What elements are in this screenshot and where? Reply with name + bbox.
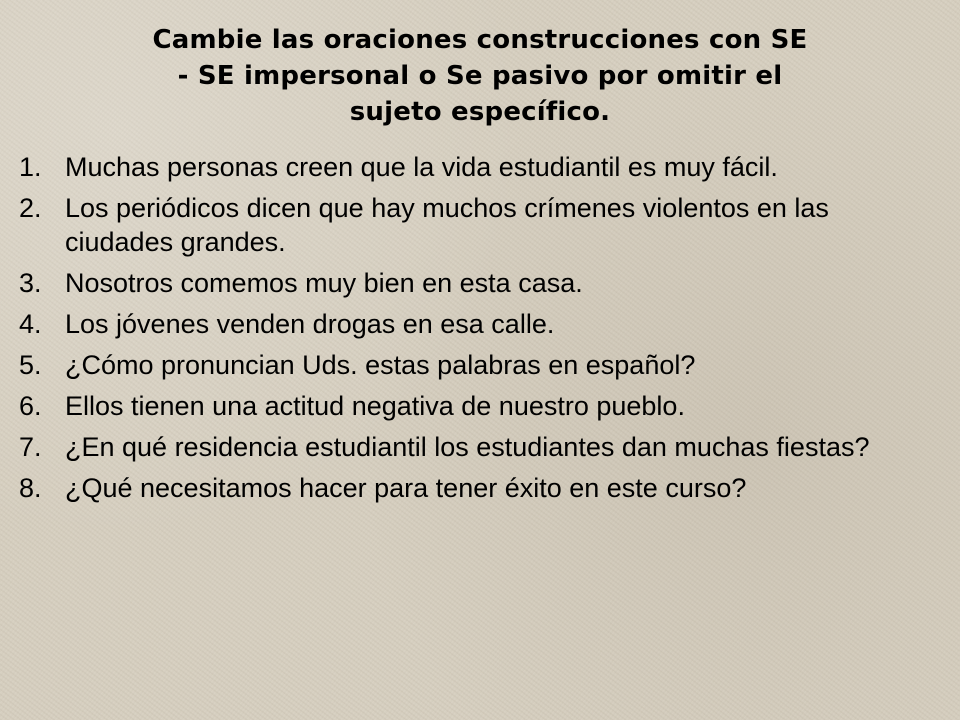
title-line-2: - SE impersonal o Se pasivo por omitir el <box>177 61 783 91</box>
item-text: ¿Qué necesitamos hacer para tener éxito en este curso? <box>65 473 747 503</box>
item-text: Los jóvenes venden drogas en esa calle. <box>65 309 555 339</box>
exercise-item-5 <box>0 348 960 382</box>
item-number: 3. <box>19 268 42 298</box>
item-text: ¿En qué residencia estudiantil los estudiantes dan muchas fiestas? <box>65 432 870 462</box>
exercise-item-8 <box>0 471 960 505</box>
item-number: 6. <box>19 391 42 421</box>
exercise-item-1 <box>0 150 960 184</box>
item-number: 1. <box>19 152 42 182</box>
exercise-item-3 <box>0 266 960 300</box>
exercise-list <box>0 150 960 512</box>
exercise-item-6 <box>0 389 960 423</box>
item-text: ¿Cómo pronuncian Uds. estas palabras en español? <box>65 350 696 380</box>
item-number: 4. <box>19 309 42 339</box>
item-text: Ellos tienen una actitud negativa de nuestro pueblo. <box>65 391 685 421</box>
item-text: Los periódicos dicen que hay muchos crímenes violentos en las ciudades grandes. <box>65 193 829 257</box>
item-text: Muchas personas creen que la vida estudiantil es muy fácil. <box>65 152 778 182</box>
item-text: Nosotros comemos muy bien en esta casa. <box>65 268 583 298</box>
item-number: 7. <box>19 432 42 462</box>
exercise-item-2 <box>0 191 960 259</box>
exercise-item-7 <box>0 430 960 464</box>
item-number: 5. <box>19 350 42 380</box>
item-number: 2. <box>19 193 42 223</box>
item-number: 8. <box>19 473 42 503</box>
title-line-3: sujeto específico. <box>349 97 611 127</box>
exercise-item-4 <box>0 307 960 341</box>
title-line-1: Cambie las oraciones construcciones con SE <box>152 25 808 55</box>
slide-title <box>60 22 900 130</box>
